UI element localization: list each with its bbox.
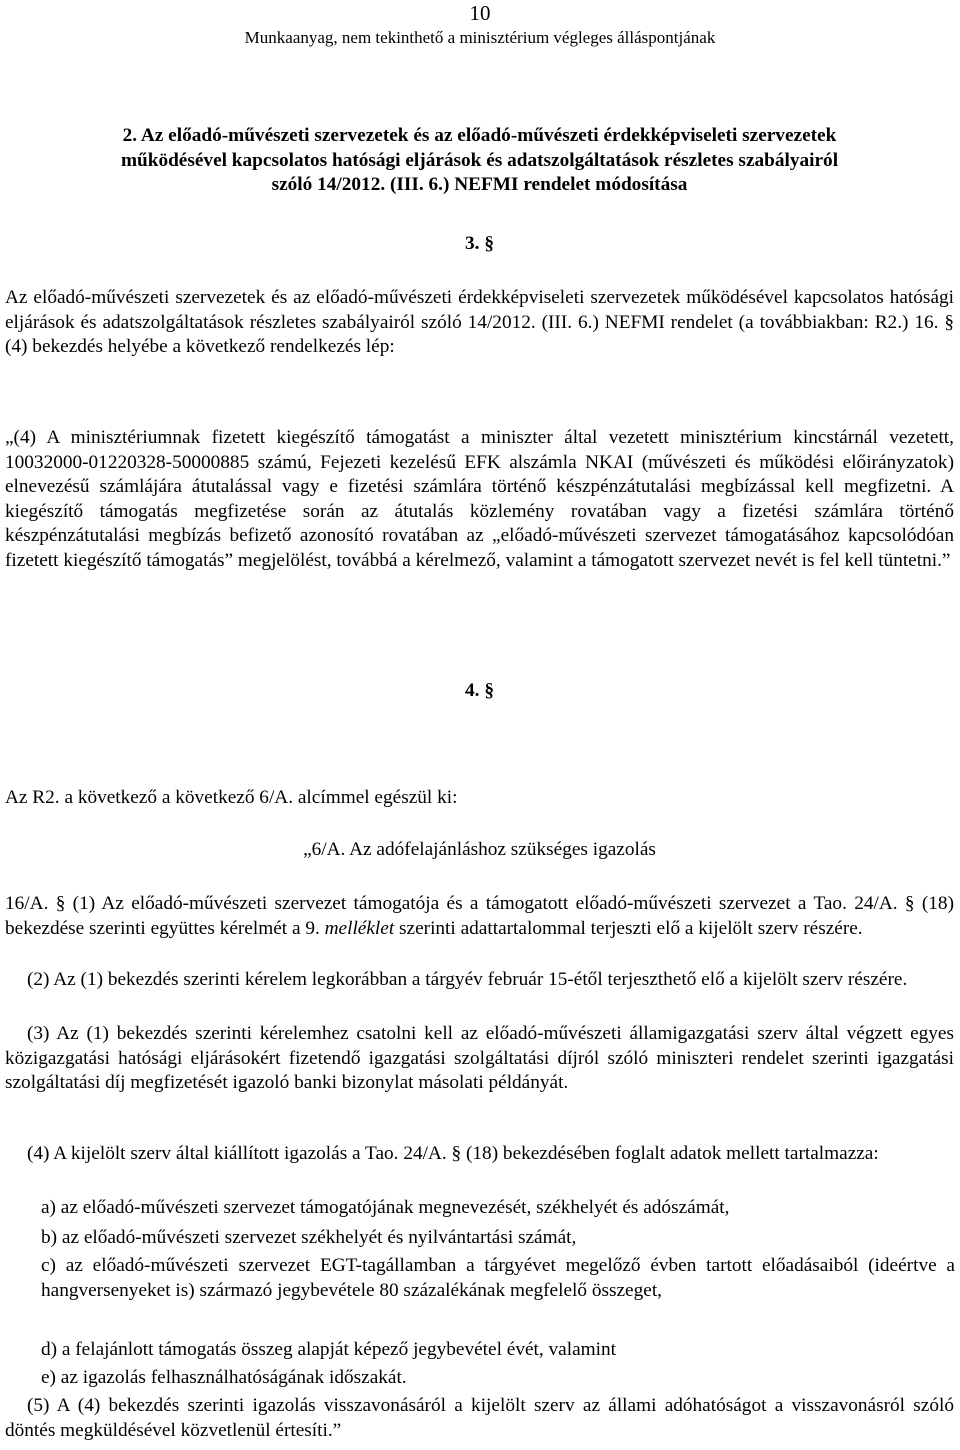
- paragraph-3-text: Az előadó-művészeti szervezetek és az előadó-művészeti érdekképviseleti szervezetek működésével kapcsolatos hatósági eljárások és adatszolgáltatások részletes szabályairól szóló 14/2012. (III. 6.) NEFMI rendelet (a továbbiakban: R2.) 16. § (4) bekezdés helyébe a következő rendelkezés lép:: [5, 287, 954, 358]
- section-title-line: szóló 14/2012. (III. 6.) NEFMI rendelet módosítása: [271, 174, 688, 196]
- page-number: 10: [469, 1, 491, 25]
- subsection-1: [5, 892, 954, 941]
- paragraph-heading-3: 3. §: [465, 233, 494, 254]
- list-item: e) az igazolás felhasználhatóságának időszakát.: [41, 1367, 407, 1388]
- subsection-1-italic: melléklet: [324, 917, 395, 939]
- list-item: c) az előadó-művészeti szervezet EGT-tagállamban a tárgyévet megelőző évben tartott előadásaiból (ideértve a hangversenyeket is) származó jegybevétele 80 százalékának megfelelő összeget,: [41, 1255, 955, 1301]
- subsection-5: (5) A (4) bekezdés szerinti igazolás visszavonásáról a kijelölt szerv az állami adóhatóságot a visszavonásról szóló döntés megküldésével közvetlenül értesíti.”: [5, 1395, 954, 1441]
- section-title-line: működésével kapcsolatos hatósági eljárások és adatszolgáltatások részletes szabályairól: [120, 149, 839, 171]
- paragraph-heading-4: 4. §: [465, 680, 494, 701]
- subsection-1-post: szerinti adattartalommal terjeszti elő a kijelölt szerv részére.: [394, 917, 863, 939]
- list-item: b) az előadó-művészeti szervezet székhelyét és nyilvántartási számát,: [41, 1227, 577, 1248]
- subtitle-6a: „6/A. Az adófelajánláshoz szükséges igazolás: [303, 839, 656, 860]
- header-note: Munkaanyag, nem tekinthető a minisztérium végleges álláspontjának: [244, 28, 716, 47]
- section-title-line: 2. Az előadó-művészeti szervezetek és az előadó-művészeti érdekképviseleti szervezetek: [122, 125, 837, 146]
- list-item: a) az előadó-művészeti szervezet támogatójának megnevezését, székhelyét és adószámát,: [41, 1197, 730, 1218]
- paragraph-3-quote: „(4) A minisztériumnak fizetett kiegészítő támogatást a miniszter által vezetett minisztérium kincstárnál vezetett, 10032000-01220328-50000885 számú, Fejezeti kezelésű EFK alszámla NKAI (művészeti és működési előirányzatok) elnevezésű számlájára átutalással vagy e fizetési számlára történő készpénzátutalási megbízással kell megfizetni. A kiegészítő támogatás megfizetése során az átutalás közlemény rovatában vagy a fizetési számlára történő készpénzátutalási megbízás befizető azonosító rovatában az „előadó-művészeti szervezet támogatásához kapcsolódóan fizetett kiegészítő támogatás” megjelölést, továbbá a kérelmező, valamint a támogatott szervezet nevét is fel kell tüntetni.”: [5, 427, 954, 571]
- section-title: [5, 124, 954, 198]
- subsection-4: (4) A kijelölt szerv által kiállított igazolás a Tao. 24/A. § (18) bekezdésében foglalt adatok mellett tartalmazza:: [27, 1143, 879, 1164]
- list-item: d) a felajánlott támogatás összeg alapját képező jegybevétel évét, valamint: [41, 1339, 616, 1360]
- subsection-1-pre: 16/A. § (1) Az előadó-művészeti szervezet támogatója és a támogatott előadó-művészeti szervezet a Tao. 24/A. § (18) bekezdése szerinti együttes kérelmét a 9.: [5, 893, 954, 939]
- subsection-2: (2) Az (1) bekezdés szerinti kérelem legkorábban a tárgyév február 15-étől terjeszthető elő a kijelölt szerv részére.: [27, 969, 908, 990]
- subsection-3: (3) Az (1) bekezdés szerinti kérelemhez csatolni kell az előadó-művészeti államigazgatási szerv által végzett egyes közigazgatási hatósági eljárásokért fizetendő igazgatási szolgáltatási díjról szóló miniszteri rendelet szerinti igazgatási szolgáltatási díj megfizetését igazoló banki bizonylat másolati példányát.: [5, 1023, 954, 1094]
- paragraph-4-intro: Az R2. a következő a következő 6/A. alcímmel egészül ki:: [5, 787, 458, 808]
